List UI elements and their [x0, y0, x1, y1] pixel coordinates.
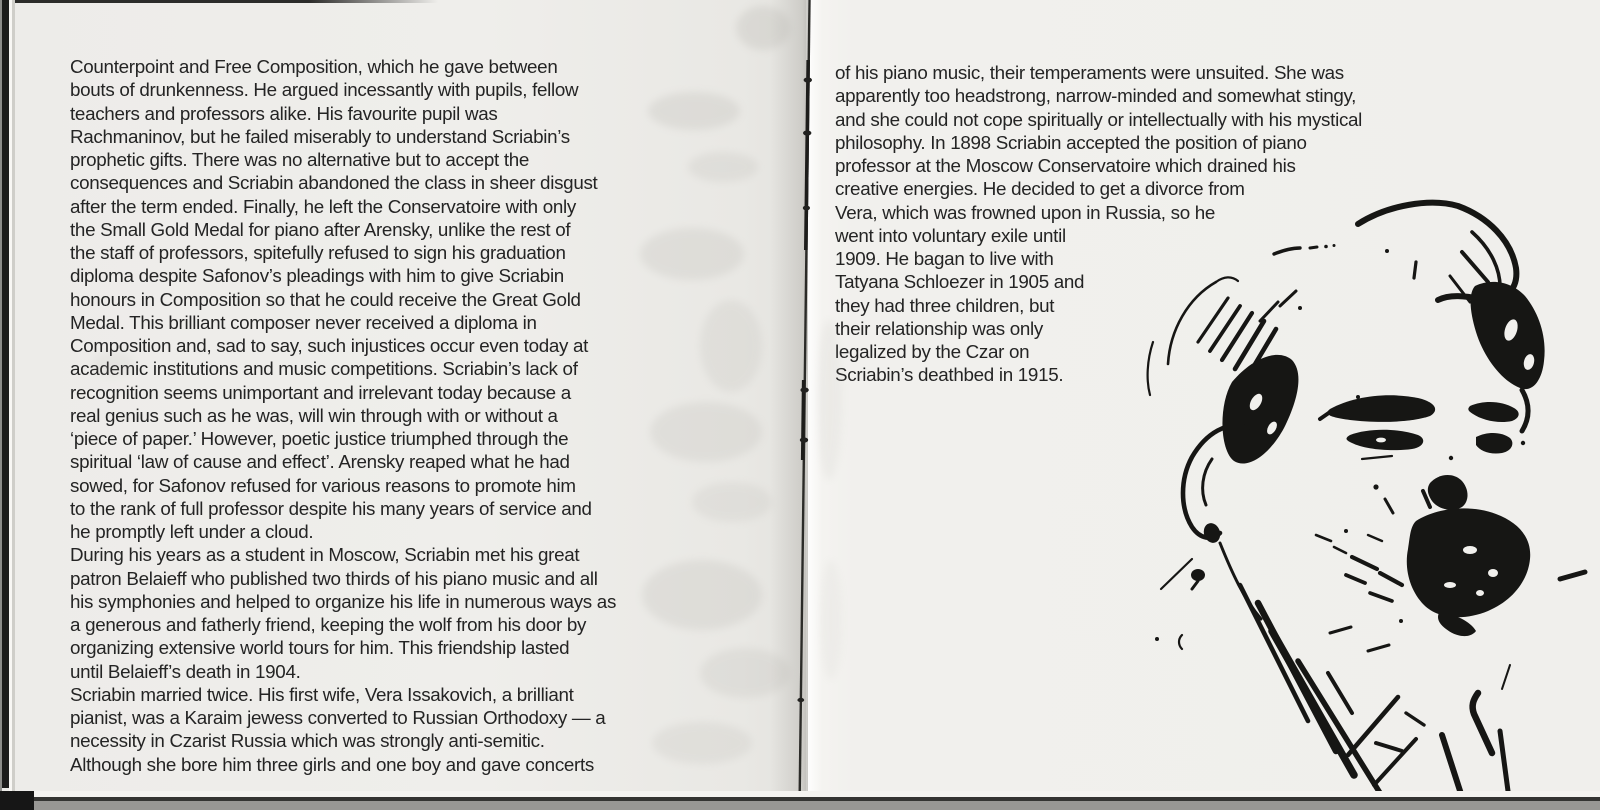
text-line: Tatyana Schloezer in 1905 and	[835, 271, 1085, 293]
text-line: Composition and, sad to say, such injustices occur even today at	[70, 335, 589, 356]
text-line: sowed, for Safonov refused for various reasons to promote him	[70, 474, 576, 496]
paper-smudge	[648, 92, 740, 130]
text-line: ‘piece of paper.’ However, poetic justice triumphed through the	[70, 428, 569, 449]
text-line: prophetic gifts. There was no alternative but to accept the	[70, 149, 530, 170]
text-line: patron Belaieff who published two thirds of his piano music and all	[70, 567, 598, 589]
text-line: consequences and Scriabin abandoned the class in sheer disgust	[70, 172, 598, 194]
scan-edge-left-highlight	[9, 0, 12, 792]
scriabin-portrait-sketch-icon	[1140, 190, 1600, 802]
left-page-text	[70, 55, 616, 776]
text-line: a generous and fatherly friend, keeping the wolf from his door by	[70, 614, 587, 635]
paper-smudge	[92, 352, 134, 376]
text-line: after the term ended. Finally, he left the Conservatoire with only	[70, 195, 576, 217]
paper-smudge	[650, 402, 762, 462]
text-line: legalized by the Czar on	[835, 341, 1030, 362]
scan-edge-top	[8, 0, 438, 3]
paper-smudge	[652, 722, 752, 764]
text-line: professor at the Moscow Conservatoire which drained his	[835, 155, 1296, 176]
text-line: During his years as a student in Moscow, Scriabin met his great	[70, 544, 580, 566]
text-line: spiritual ‘law of cause and effect’. Arensky reaped what he had	[70, 451, 570, 473]
text-line: the Small Gold Medal for piano after Arensky, unlike the rest of	[70, 218, 571, 240]
text-line: and she could not cope spiritually or intellectually with his mystical	[835, 108, 1363, 130]
text-line: he promptly left under a cloud.	[70, 521, 314, 542]
text-line: they had three children, but	[835, 294, 1055, 316]
paper-smudge	[640, 228, 744, 280]
text-line: apparently too headstrong, narrow-minded and somewhat stingy,	[835, 85, 1357, 107]
scan-edge-left	[2, 0, 9, 788]
scan-edge-left-shade	[12, 0, 15, 792]
text-line: creative energies. He decided to get a divorce from	[835, 178, 1245, 200]
text-line: Vera, which was frowned upon in Russia, so he	[835, 201, 1216, 223]
text-line: recognition seems unimportant and irrelevant today because a	[70, 381, 571, 403]
text-line: their relationship was only	[835, 317, 1043, 339]
text-line: teachers and professors alike. His favourite pupil was	[70, 102, 498, 124]
text-line: went into voluntary exile until	[835, 224, 1066, 246]
paper-smudge	[688, 152, 758, 182]
text-line: philosophy. In 1898 Scriabin accepted the position of piano	[835, 131, 1307, 153]
text-line: honours in Composition so that he could receive the Great Gold	[70, 288, 581, 310]
scan-edge-bottom-shade	[0, 801, 1600, 810]
gutter-shadow	[770, 0, 808, 810]
text-line: Scriabin married twice. His first wife, Vera Issakovich, a brilliant	[70, 683, 574, 705]
paper-smudge	[820, 560, 842, 680]
text-line: Medal. This brilliant composer never received a diploma in	[70, 311, 537, 333]
text-line: of his piano music, their temperaments were unsuited. She was	[835, 62, 1344, 83]
text-line: academic institutions and music competitions. Scriabin’s lack of	[70, 358, 578, 380]
text-line: Rachmaninov, but he failed miserably to understand Scriabin’s	[70, 125, 570, 147]
scan-edge-bottom-corner	[0, 791, 34, 810]
text-line: 1909. He bagan to live with	[835, 248, 1054, 269]
text-line: Although she bore him three girls and one boy and gave concerts	[70, 753, 595, 775]
text-line: to the rank of full professor despite his many years of service and	[70, 497, 592, 519]
text-line: real genius such as he was, will win through with or without a	[70, 404, 558, 426]
text-line: the staff of professors, spitefully refused to sign his graduation	[70, 242, 566, 263]
text-line: diploma despite Safonov’s pleadings with him to give Scriabin	[70, 265, 564, 287]
text-line: bouts of drunkenness. He argued incessantly with pupils, fellow	[70, 79, 579, 101]
paper-smudge	[692, 482, 772, 522]
text-line: Counterpoint and Free Composition, which he gave between	[70, 56, 558, 77]
text-line: Scriabin’s deathbed in 1915.	[835, 364, 1064, 386]
text-line: his symphonies and helped to organize his life in numerous ways as	[70, 590, 617, 612]
scan-edge-left-outer	[0, 0, 2, 810]
text-line: until Belaieff’s death in 1904.	[70, 660, 301, 682]
paper-smudge	[700, 300, 762, 392]
gutter-highlight	[808, 0, 822, 810]
text-line: organizing extensive world tours for him. This friendship lasted	[70, 637, 570, 659]
text-line: pianist, was a Karaim jewess converted to Russian Orthodoxy — a	[70, 707, 606, 728]
text-line: necessity in Czarist Russia which was strongly anti-semitic.	[70, 730, 545, 752]
paper-smudge	[642, 560, 762, 630]
